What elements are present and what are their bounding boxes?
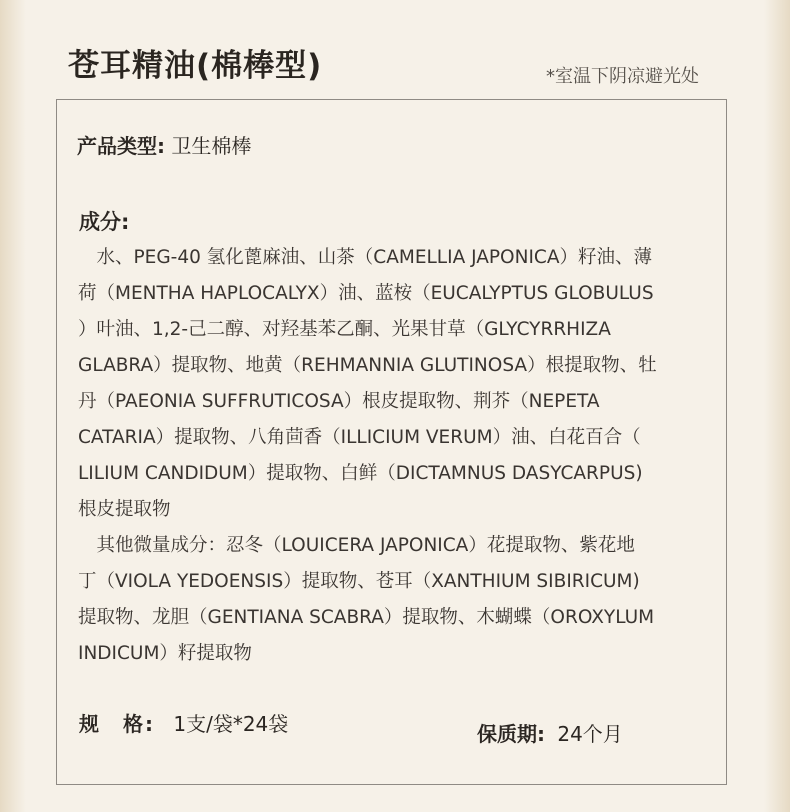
product-type-row [77,130,251,159]
ingredients-line: 其他微量成分：忍冬（LOUICERA JAPONICA）花提取物、紫花地 [78,535,635,556]
ingredients-line: CATARIA）提取物、八角茴香（ILLICIUM VERUM）油、白花百合（ [78,427,641,448]
spec-row [79,708,288,737]
ingredients-line: 水、PEG-40 氢化蓖麻油、山茶（CAMELLIA JAPONICA）籽油、薄 [78,247,652,268]
info-panel [56,99,727,785]
ingredients-line: 根皮提取物 [78,499,171,520]
ingredients-line: LILIUM CANDIDUM）提取物、白鲜（DICTAMNUS DASYCARPUS) [78,463,643,484]
ingredients-line: 丁（VIOLA YEDOENSIS）提取物、苍耳（XANTHIUM SIBIRICUM) [78,571,640,592]
shelf-life-value: 24个月 [557,722,623,746]
product-type-label: 产品类型: [77,134,165,158]
ingredients-line: ）叶油、1,2-己二醇、对羟基苯乙酮、光果甘草（GLYCYRRHIZA [78,319,611,340]
ingredients-line: 荷（MENTHA HAPLOCALYX）油、蓝桉（EUCALYPTUS GLOBULUS [78,283,654,304]
ingredients-heading: 成分: [79,210,130,234]
ingredients-line: GLABRA）提取物、地黄（REHMANNIA GLUTINOSA）根提取物、牡 [78,355,657,376]
shelf-life-row [477,718,623,747]
ingredients-text [78,240,693,672]
shelf-life-label: 保质期: [477,722,545,746]
product-type-value: 卫生棉棒 [171,134,252,158]
ingredients-line: 丹（PAEONIA SUFFRUTICOSA）根皮提取物、荆芥（NEPETA [78,391,600,412]
product-title: 苍耳精油(棉棒型) [68,48,323,84]
spec-label: 规 格: [79,712,155,736]
ingredients-line: INDICUM）籽提取物 [78,643,252,664]
storage-note: *室温下阴凉避光处 [546,66,699,87]
spec-value: 1支/袋*24袋 [173,712,289,736]
ingredients-line: 提取物、龙胆（GENTIANA SCABRA）提取物、木蝴蝶（OROXYLUM [78,607,655,628]
